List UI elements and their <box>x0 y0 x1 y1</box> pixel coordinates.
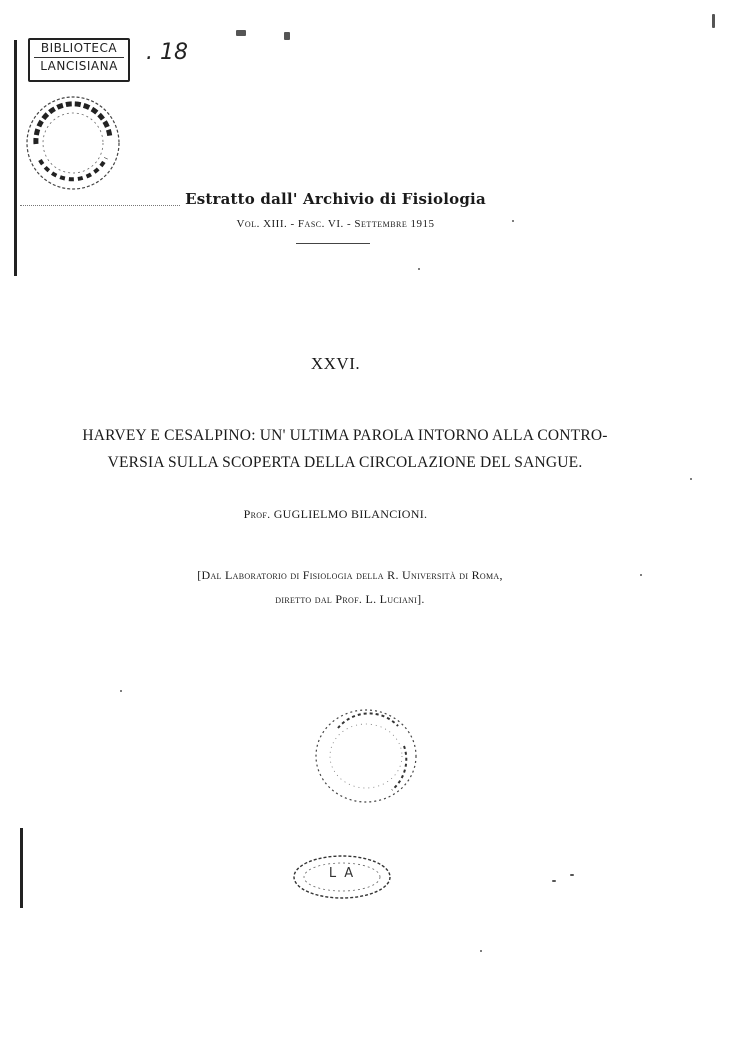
scan-speck <box>552 880 556 882</box>
scan-speck <box>120 690 122 692</box>
article-title-line2: VERSIA SULLA SCOPERTA DELLA CIRCOLAZIONE DEL SANGUE. <box>107 454 583 471</box>
scan-speck <box>418 268 420 270</box>
scan-speck <box>690 478 692 480</box>
scan-speck <box>284 32 290 40</box>
left-edge-mark-lower <box>20 828 23 908</box>
author-name: GUGLIELMO BILANCIONI. <box>273 507 428 521</box>
header-divider <box>296 243 370 244</box>
article-title-line1: HARVEY E CESALPINO: UN' ULTIMA PAROLA INTORNO ALLA CONTRO- <box>82 427 608 444</box>
round-seal-icon <box>14 84 132 202</box>
library-stamp <box>28 38 130 82</box>
extract-title: Estratto dall' Archivio di Fisiologia <box>185 190 486 208</box>
affiliation-line1: [Dal Laboratorio di Fisiologia della R. Università di Roma, <box>197 568 503 582</box>
shelf-mark: . 18 <box>146 40 188 65</box>
scan-speck <box>712 14 715 28</box>
article-number: XXVI. <box>310 354 361 373</box>
library-stamp-line2: LANCISIANA <box>34 57 124 75</box>
affiliation-line2: diretto dal Prof. L. Luciani]. <box>275 592 425 606</box>
scan-speck <box>570 874 574 876</box>
scan-speck <box>236 30 246 36</box>
oval-seal-text: L A <box>328 866 356 881</box>
scan-speck <box>480 950 482 952</box>
author-prefix: Prof. <box>243 507 271 521</box>
volume-line: Vol. XIII. - Fasc. VI. - Settembre 1915 <box>236 218 435 230</box>
circular-seal-icon <box>312 706 420 806</box>
scan-speck <box>512 220 514 222</box>
author-line <box>0 507 671 522</box>
library-stamp-line1: BIBLIOTECA <box>40 41 118 55</box>
scan-speck <box>640 574 642 576</box>
